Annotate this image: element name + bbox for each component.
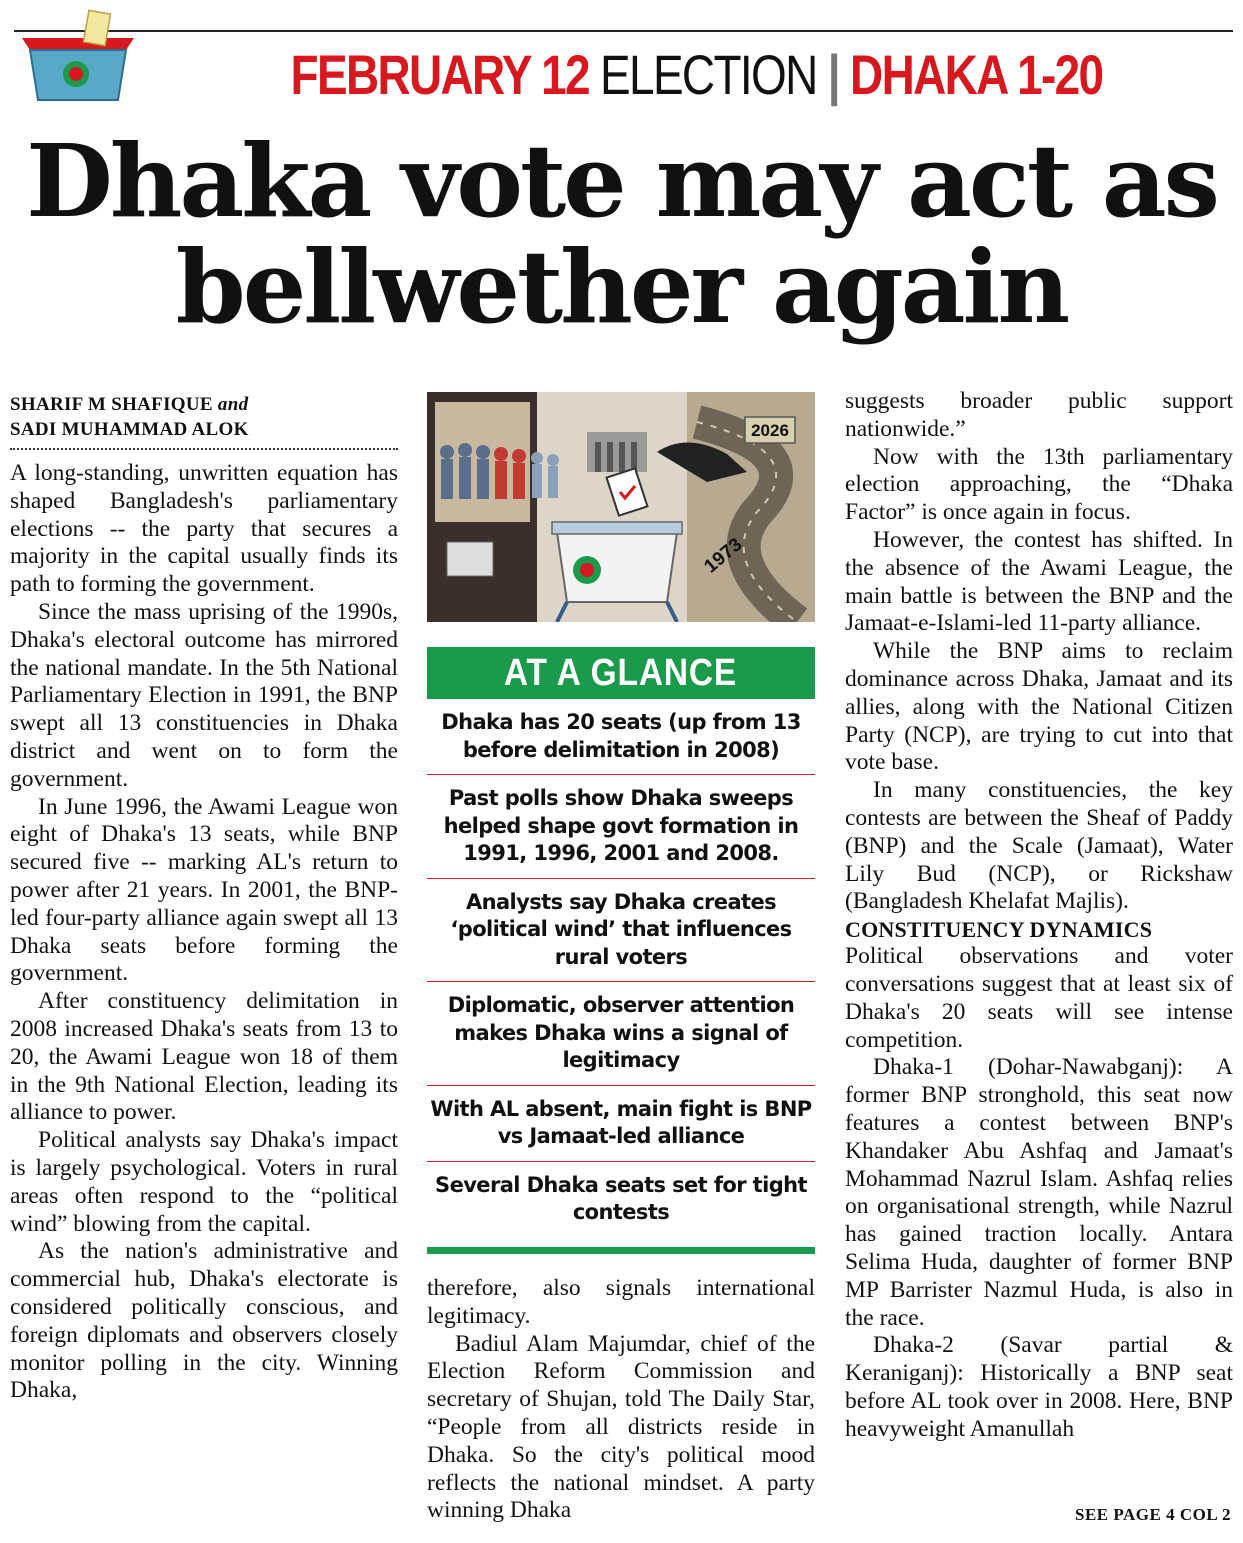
byline: [10, 392, 398, 442]
top-rule: [14, 30, 1233, 32]
article-column-1: [10, 392, 398, 1405]
paragraph: therefore, also signals international legitimacy.: [427, 1275, 815, 1329]
section-kicker: [257, 40, 1137, 110]
glance-item: Diplomatic, observer attention makes Dhaka wins a signal of legitimacy: [427, 982, 815, 1086]
kicker-election: ELECTION: [600, 43, 817, 106]
glance-item: Several Dhaka seats set for tight contests: [435, 1172, 807, 1224]
paragraph: A long-standing, unwritten equation has shaped Bangladesh's parliamentary elections -- the party that secures a majority in the capital usually finds its path to forming the government.: [10, 460, 398, 598]
byline-author-1: SHARIF M SHAFIQUE: [10, 394, 213, 415]
headline-line-1: Dhaka vote may act as: [26, 122, 1217, 240]
at-a-glance-box: [427, 647, 815, 1254]
headline-line-2: bellwether again: [175, 228, 1068, 346]
article-column-3: [845, 388, 1233, 1443]
kicker-date: FEBRUARY 12: [290, 43, 589, 106]
ballot-box-icon: [14, 8, 144, 104]
paragraph: In many constituencies, the key contests are between the Sheaf of Paddy (BNP) and the Scale (Jamaat), Water Lily Bud (NCP), or Rickshaw (Bangladesh Khelafat Majlis).: [845, 777, 1233, 915]
paragraph: Since the mass uprising of the 1990s, Dhaka's electoral outcome has mirrored the national mandate. In the 5th National Parliamentary Election in 1991, the BNP swept all 13 constituencies in Dhaka district and went on to form the government.: [10, 598, 398, 792]
glance-item: Past polls show Dhaka sweeps helped shape govt formation in 1991, 1996, 2001 and 2008.: [427, 775, 815, 879]
paragraph: Now with the 13th parliamentary election approaching, the “Dhaka Factor” is once again in focus.: [845, 443, 1233, 526]
paragraph: Badiul Alam Majumdar, chief of the Election Reform Commission and secretary of Shujan, told The Daily Star, “People from all districts reside in Dhaka. So the city's political mood reflects the national mindset. A party winning Dhaka: [427, 1330, 815, 1524]
paragraph: However, the contest has shifted. In the absence of the Awami League, the main battle is between the BNP and the Jamaat-e-Islami-led 11-party alliance.: [845, 526, 1233, 637]
paragraph: After constituency delimitation in 2008 increased Dhaka's seats from 13 to 20, the Awami League won 18 of them in the 9th National Election, leading its alliance to power.: [10, 988, 398, 1126]
glance-item: Analysts say Dhaka creates ‘political wind’ that influences rural voters: [427, 879, 815, 983]
paragraph: As the nation's administrative and commercial hub, Dhaka's electorate is considered politically conscious, and foreign diplomats and observers closely monitor polling in the city. Winning Dhaka,: [10, 1238, 398, 1404]
kicker-separator: |: [827, 43, 839, 106]
paragraph: Political analysts say Dhaka's impact is largely psychological. Voters in rural areas often respond to the “political wind” blowing from the capital.: [10, 1127, 398, 1237]
illustration-year-bottom: 1973: [700, 534, 747, 578]
byline-divider: [10, 448, 398, 450]
paragraph: suggests broader public support nationwide.”: [845, 388, 1233, 442]
paragraph: Political observations and voter conversations suggest that at least six of Dhaka's 20 seats will see intense competition.: [845, 943, 1233, 1053]
headline: [0, 122, 1243, 346]
paragraph: In June 1996, the Awami League won eight of Dhaka's 13 seats, while BNP secured five -- marking AL's return to power after 21 years. In 2001, the BNP-led four-party alliance again swept all 13 Dhaka seats before forming the government.: [10, 793, 398, 987]
paragraph: Dhaka-2 (Savar partial & Keraniganj): Historically a BNP seat before AL took over in 2008. Here, BNP heavyweight Amanullah: [845, 1332, 1233, 1442]
glance-item: With AL absent, main fight is BNP vs Jamaat-led alliance: [427, 1086, 815, 1162]
at-a-glance-title: AT A GLANCE: [427, 647, 815, 699]
election-illustration: [427, 392, 815, 622]
byline-and: and: [217, 394, 249, 415]
glance-bottom-bar: [427, 1247, 815, 1254]
kicker-constituency: DHAKA 1-20: [850, 43, 1103, 106]
paragraph: Dhaka-1 (Dohar-Nawabganj): A former BNP stronghold, this seat now features a contest between BNP's Khandaker Abu Ashfaq and Jamaat's Mohammad Nazrul Islam. Ashfaq relies on organisational strength, while Nazrul has gained traction locally. Antara Selima Huda, daughter of former BNP MP Barrister Nazmul Huda, is also in the race.: [845, 1054, 1233, 1331]
paragraph: While the BNP aims to reclaim dominance across Dhaka, Jamaat and its allies, along with the National Citizen Party (NCP), are trying to cut into that vote base.: [845, 638, 1233, 776]
illustration-year-top: 2026: [751, 421, 789, 440]
glance-item: Dhaka has 20 seats (up from 13 before delimitation in 2008): [427, 699, 815, 775]
byline-author-2: SADI MUHAMMAD ALOK: [10, 419, 249, 440]
article-column-2: [427, 1275, 815, 1525]
continuation-note: SEE PAGE 4 COL 2: [1075, 1505, 1231, 1524]
subheading: CONSTITUENCY DYNAMICS: [845, 917, 1153, 943]
